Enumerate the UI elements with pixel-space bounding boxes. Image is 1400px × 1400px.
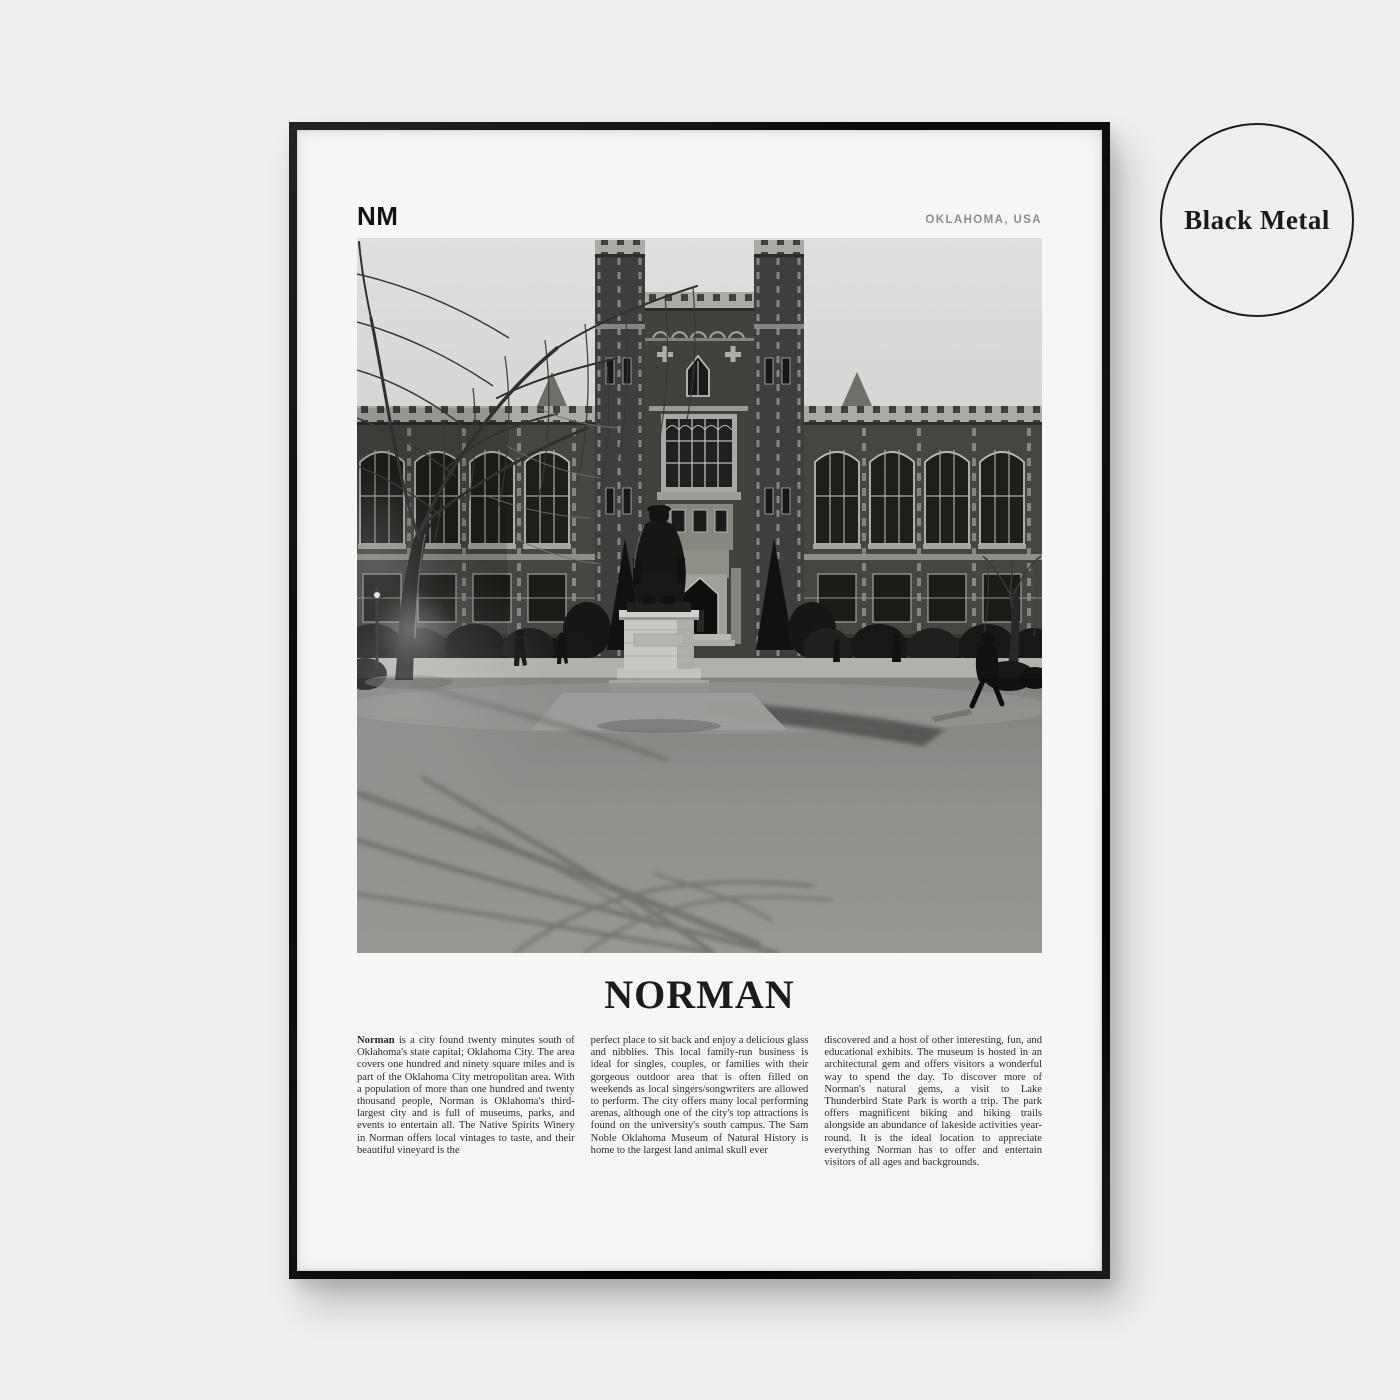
state-abbreviation: NM [357, 201, 399, 231]
location-label: OKLAHOMA, USA [925, 214, 1042, 226]
poster [297, 130, 1102, 1271]
body-lead-word: Norman [357, 1035, 395, 1046]
poster-frame [289, 122, 1110, 1279]
poster-header [357, 202, 1042, 230]
body-column-3: discovered and a host of other interesting, fun, and educational exhibits. The museum is hosted in an architectural gem and offers visitors a wonderful way to spend the day. To discover more of Norman's natural gems, a visit to Lake Thunderbird State Park is worth a trip. The park offers magnificent biking and hiking trails alongside an abundance of lakeside activities year-round. It is the ideal location to appreciate everything Norman has to offer and entertain visitors of all ages and backgrounds. [824, 1035, 1043, 1169]
frame-style-badge [1160, 123, 1354, 317]
poster-photo [357, 238, 1042, 953]
evans-hall-photo-illustration [357, 238, 1042, 953]
body-column-2: perfect place to sit back and enjoy a delicious glass and nibblies. This local family-run business is ideal for singles, couples, or families with their gorgeous outdoor area that is often filled on weekends as local singers/songwriters are allowed to perform. The city offers many local performing arenas, although one of the city's top attractions is found on the university's south campus. The Sam Noble Oklahoma Museum of Natural History is home to the largest land animal skull ever [590, 1035, 809, 1156]
body-text [357, 1035, 1042, 1169]
body-column-1: Norman is a city found twenty minutes south of Oklahoma's state capital; Oklahoma City. The area covers one hundred and ninety square miles and is part of the Oklahoma City metropolitan area. With a population of more than one hundred and twenty thousand people, Norman is Oklahoma's third-largest city and is full of museums, parks, and events to entertain all. The Native Spirits Winery in Norman offers local vintages to taste, and their beautiful vineyard is the [357, 1035, 575, 1156]
frame-style-label: Black Metal [1184, 204, 1330, 235]
film-grain [357, 238, 1042, 953]
city-title: NORMAN [604, 972, 795, 1017]
